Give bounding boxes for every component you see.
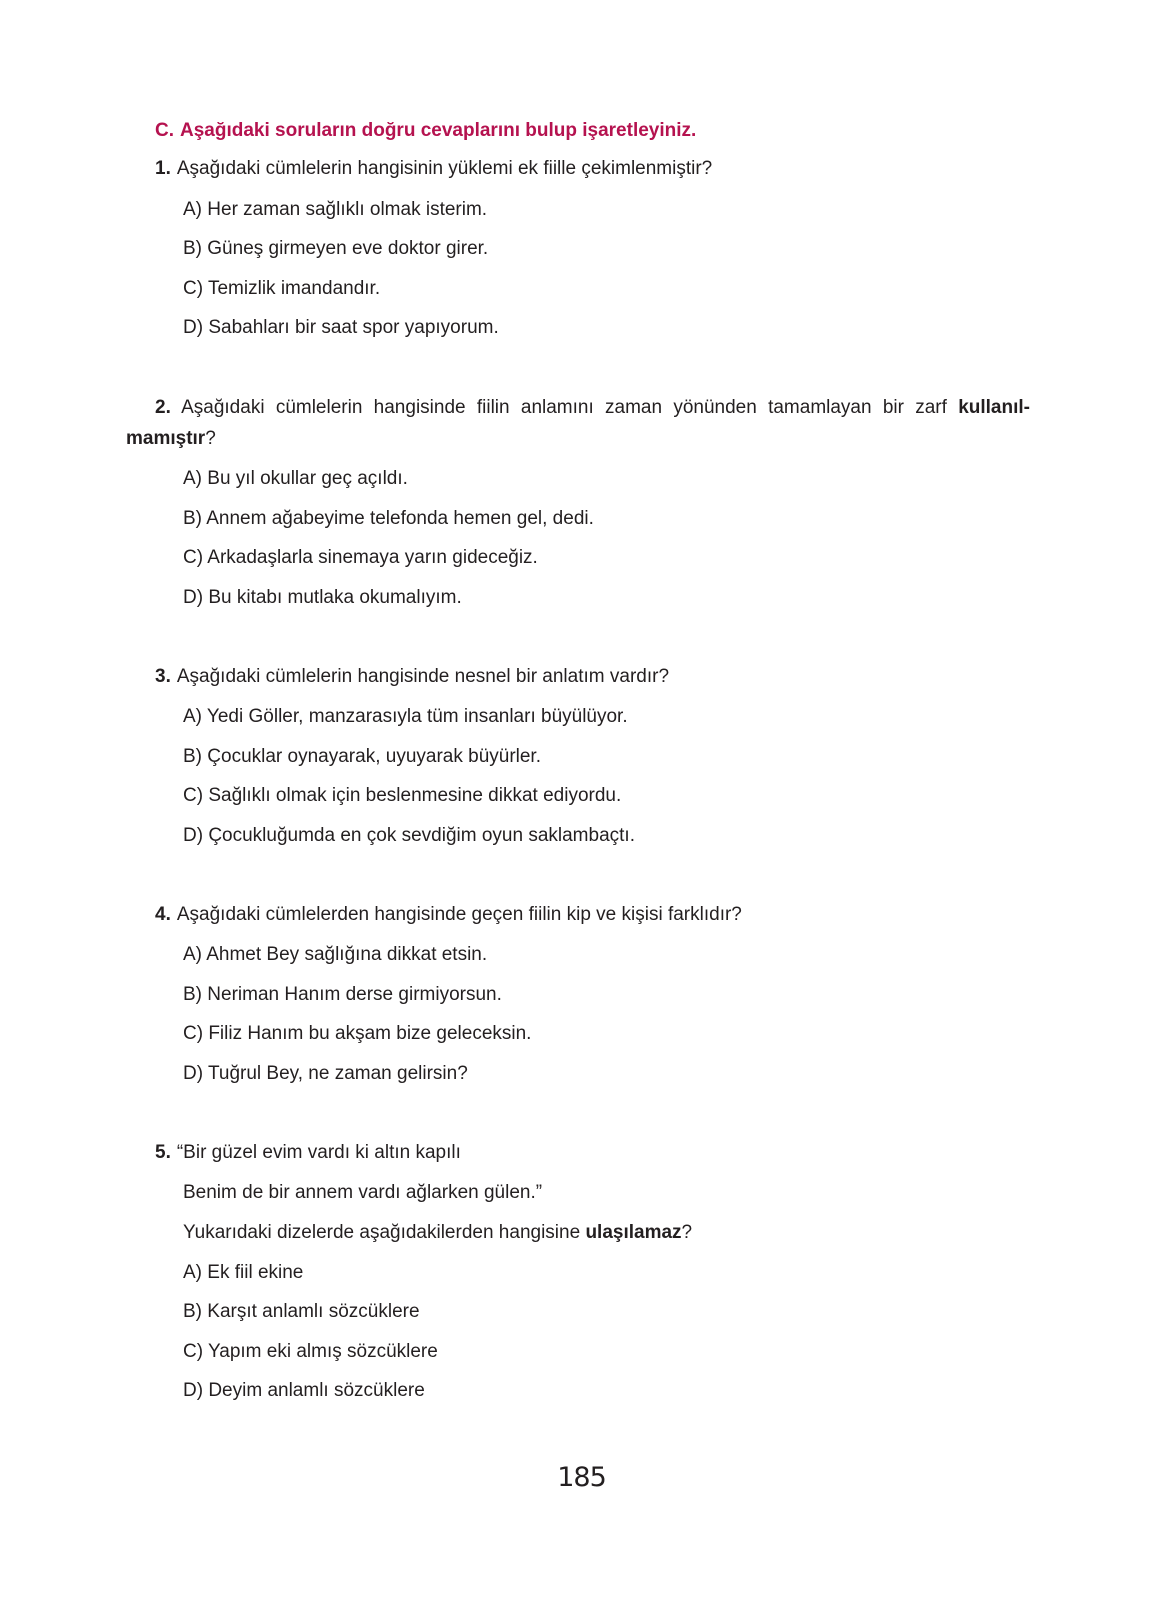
question-3 [155, 665, 669, 689]
verse-line-2: Benim de bir annem vardı ağlarken gülen.” [183, 1182, 543, 1203]
question-1-option-b: B) Güneş girmeyen eve doktor girer. [183, 238, 489, 259]
question-text: Aşağıdaki cümlelerin hangisinde nesnel bir anlatım vardır? [176, 666, 670, 687]
question-3-option-d: D) Çocukluğumda en çok sevdiğim oyun saklambaçtı. [183, 825, 635, 846]
question-2-continuation [126, 427, 216, 451]
question-number: 4. [155, 904, 171, 925]
question-3-option-a: A) Yedi Göller, manzarasıyla tüm insanları büyülüyor. [183, 706, 628, 727]
question-5-stem [183, 1221, 692, 1245]
section-heading [155, 120, 696, 142]
question-mark: ? [205, 428, 216, 449]
question-5-option-a: A) Ek fiil ekine [183, 1262, 304, 1283]
question-2 [155, 396, 1030, 420]
question-number: 2. [155, 397, 171, 418]
question-3-option-b: B) Çocuklar oynayarak, uyuyarak büyürler. [183, 746, 541, 767]
verse-line-1: “Bir güzel evim vardı ki altın kapılı [176, 1142, 461, 1163]
question-2-option-d: D) Bu kitabı mutlaka okumalıyım. [183, 587, 462, 608]
question-emphasis-part1: kullanıl- [958, 397, 1030, 418]
question-emphasis-part2: mamıştır [126, 428, 206, 449]
question-4-option-a: A) Ahmet Bey sağlığına dikkat etsin. [183, 944, 488, 965]
question-4-option-c: C) Filiz Hanım bu akşam bize geleceksin. [183, 1023, 532, 1044]
question-5-option-b: B) Karşıt anlamlı sözcüklere [183, 1301, 420, 1322]
question-emphasis: ulaşılamaz [585, 1222, 682, 1243]
question-5-option-c: C) Yapım eki almış sözcüklere [183, 1341, 438, 1362]
question-mark: ? [681, 1222, 693, 1243]
question-5-option-d: D) Deyim anlamlı sözcüklere [183, 1380, 425, 1401]
question-text: Yukarıdaki dizelerde aşağıdakilerden hangisine [183, 1222, 581, 1243]
section-letter: C. [155, 120, 174, 141]
question-4-option-b: B) Neriman Hanım derse girmiyorsun. [183, 984, 502, 1005]
question-5 [155, 1141, 461, 1165]
section-title: Aşağıdaki soruların doğru cevaplarını bulup işaretleyiniz. [180, 120, 697, 141]
question-3-option-c: C) Sağlıklı olmak için beslenmesine dikkat ediyordu. [183, 785, 622, 806]
question-2-option-a: A) Bu yıl okullar geç açıldı. [183, 468, 408, 489]
question-number: 5. [155, 1142, 171, 1163]
question-2-option-c: C) Arkadaşlarla sinemaya yarın gideceğiz. [183, 547, 538, 568]
page-number: 185 [557, 1462, 606, 1493]
question-text: Aşağıdaki cümlelerin hangisinin yüklemi ek fiille çekimlenmiştir? [176, 158, 713, 179]
question-number: 3. [155, 666, 171, 687]
question-1-option-d: D) Sabahları bir saat spor yapıyorum. [183, 317, 499, 338]
question-text: Aşağıdaki cümlelerin hangisinde fiilin anlamını zaman yönünden tamamlayan bir zarf [181, 397, 947, 418]
question-2-option-b: B) Annem ağabeyime telefonda hemen gel, dedi. [183, 508, 594, 529]
question-text: Aşağıdaki cümlelerden hangisinde geçen fiilin kip ve kişisi farklıdır? [176, 904, 742, 925]
question-1 [155, 157, 712, 181]
question-number: 1. [155, 158, 171, 179]
question-4 [155, 903, 742, 927]
question-4-option-d: D) Tuğrul Bey, ne zaman gelirsin? [183, 1063, 468, 1084]
question-1-option-c: C) Temizlik imandandır. [183, 278, 381, 299]
question-1-option-a: A) Her zaman sağlıklı olmak isterim. [183, 199, 488, 220]
